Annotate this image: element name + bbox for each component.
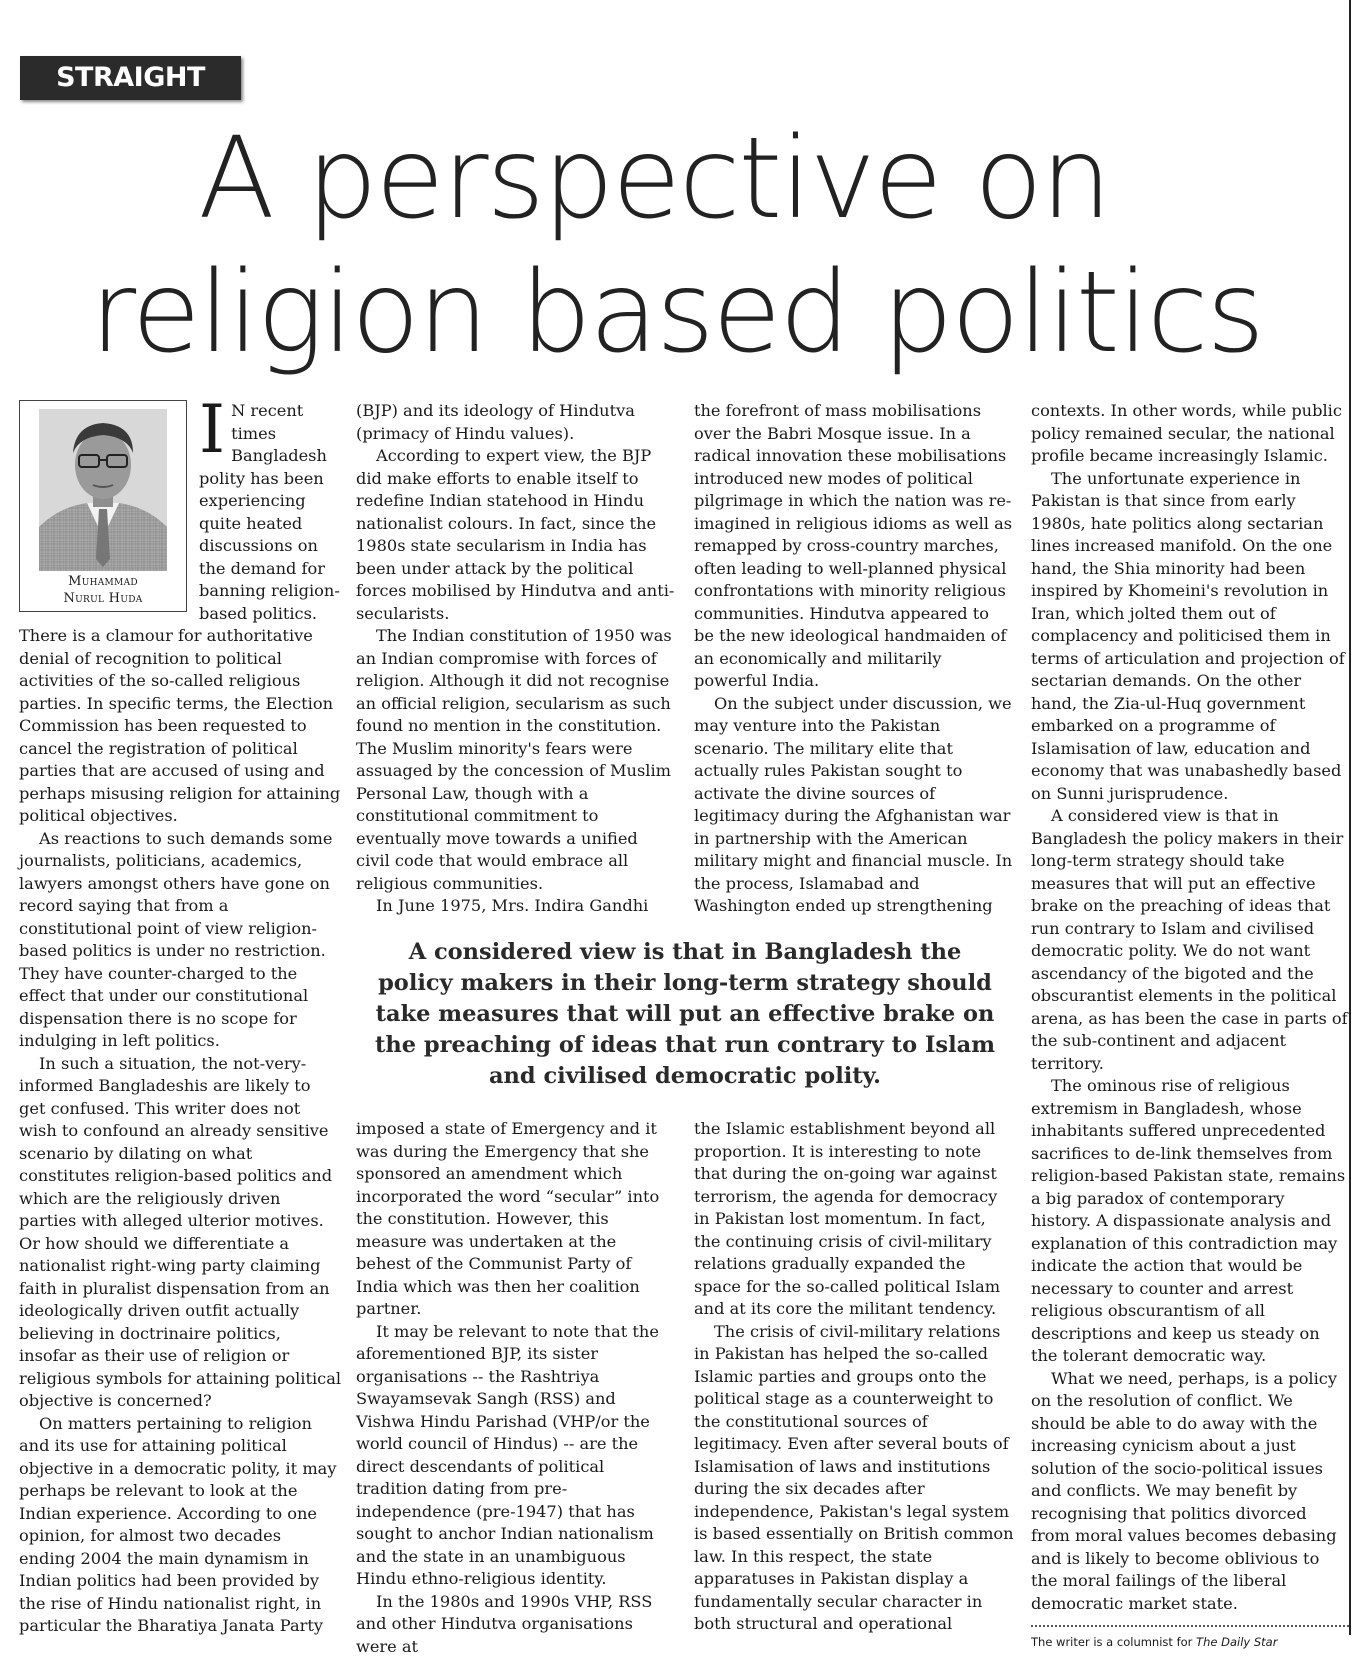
paragraph-4: On matters pertaining to religion and its use for attaining political objective in a democratic polity, it may perhaps be relevant to look at the Indian experience. According to one opinion, for almost two decades ending 2004 the main dynamism in Indian politics had been provided by the rise of Hindu nationalist right, in particular the Bharatiya Janata Party bbox=[19, 1413, 342, 1638]
headline-line-1: A perspective on bbox=[0, 112, 1353, 246]
paragraph: In June 1975, Mrs. Indira Gandhi bbox=[356, 895, 676, 918]
paragraph: The ominous rise of religious extremism in Bangladesh, whose inhabitants suffered unprecedented sacrifices to de-link themselves from religion-based Pakistan state, remains a big paradox of contemporary history. A dispassionate analysis and explanation of this contradiction may indicate the action that would be necessary to counter and arrest religious obscurantism of all descriptions and keep us steady on the tolerant democratic way. bbox=[1031, 1075, 1349, 1368]
author-photo-box bbox=[19, 400, 187, 612]
author-portrait bbox=[39, 409, 167, 571]
paragraph: According to expert view, the BJP did make efforts to enable itself to redefine Indian statehood in Hindu nationalist colours. In fact, since the 1980s state secularism in India has been under attack by the political forces mobilised by Hindutva and anti-secularists. bbox=[356, 445, 676, 625]
paragraph: What we need, perhaps, is a policy on the resolution of conflict. We should be able to do away with the increasing cynicism about a just solution of the socio-political issues and conflicts. We may benefit by recognising that politics divorced from moral values becomes debasing and is likely to become oblivious to the moral failings of the liberal democratic market state. bbox=[1031, 1368, 1349, 1616]
paragraph: the Islamic establishment beyond all proportion. It is interesting to note that during the on-going war against terrorism, the agenda for democracy in Pakistan lost momentum. In fact, the continuing crisis of civil-military relations gradually expanded the space for the so-called political Islam and at its core the militant tendency. bbox=[694, 1118, 1014, 1321]
paragraph: contexts. In other words, while public policy remained secular, the national profile became increasingly Islamic. bbox=[1031, 400, 1349, 468]
paragraph-3: In such a situation, the not-very-informed Bangladeshis are likely to get confused. This writer does not wish to confound an already sensitive scenario by dilating on what constitutes religion-based politics and which are the religiously driven parties with alleged ulterior motives. Or how should we differentiate a nationalist right-wing party claiming faith in pluralist dispensation from an ideologically driven outfit actually believing in doctrinaire politics, insofar as their use of religion or religious symbols for attaining political objective is concerned? bbox=[19, 1053, 342, 1413]
paragraph: the forefront of mass mobilisations over the Babri Mosque issue. In a radical innovation these mobilisations introduced new modes of political pilgrimage in which the nation was re-imagined in religious idioms as well as remapped by cross-country marches, often leading to well-planned physical confrontations with minority religious communities. Hindutva appeared to be the new ideological handmaiden of an economically and militarily powerful India. bbox=[694, 400, 1014, 693]
column-4 bbox=[1031, 400, 1349, 1649]
paragraph: It may be relevant to note that the aforementioned BJP, its sister organisations -- the Rashtriya Swayamsevak Sangh (RSS) and Vishwa Hindu Parishad (VHP/or the world council of Hindus) -- are the direct descendants of political tradition dating from pre-independence (pre-1947) that has sought to anchor Indian nationalism and the state in an unambiguous Hindu ethno-religious identity. bbox=[356, 1321, 676, 1591]
pull-quote: A considered view is that in Bangladesh the policy makers in their long-term strategy should take measures that will put an effective brake on the preaching of ideas that run contrary to Islam and civilised democratic polity. bbox=[370, 937, 1000, 1092]
column-2-top bbox=[356, 400, 676, 918]
author-byline bbox=[20, 573, 186, 607]
paragraph: On the subject under discussion, we may venture into the Pakistan scenario. The military elite that actually rules Pakistan sought to activate the divine sources of legitimacy during the Afghanistan war in partnership with the American military might and financial muscle. In the process, Islamabad and Washington ended up strengthening bbox=[694, 693, 1014, 918]
drop-cap: I bbox=[199, 404, 225, 456]
column-3-bottom bbox=[694, 1118, 1014, 1636]
column-3-top bbox=[694, 400, 1014, 918]
column-1 bbox=[19, 400, 342, 1638]
paragraph: In the 1980s and 1990s VHP, RSS and other Hindutva organisations were at bbox=[356, 1591, 676, 1658]
paragraph: The Indian constitution of 1950 was an Indian compromise with forces of religion. Although it did not recognise an official religion, secularism as such found no mention in the constitution. The Muslim minority's fears were assuaged by the concession of Muslim Personal Law, though with a constitutional commitment to eventually move towards a unified civil code that would embrace all religious communities. bbox=[356, 625, 676, 895]
column-2-bottom bbox=[356, 1118, 676, 1658]
author-footnote bbox=[1031, 1635, 1349, 1649]
paragraph-1-text: N recent times Bangladesh polity has been experiencing quite heated discussions on the demand for banning religion-based politics. There is a clamour for authoritative denial of recognition to political activities of the so-called religious parties. In specific terms, the Election Commission has been requested to cancel the registration of political parties that are accused of using and perhaps misusing religion for attaining political objectives. bbox=[19, 401, 340, 825]
footnote-text: The writer is a columnist for bbox=[1031, 1635, 1196, 1649]
author-first-name: Muhammad bbox=[68, 574, 138, 589]
paragraph: imposed a state of Emergency and it was during the Emergency that she sponsored an amendment which incorporated the word “secular” into the constitution. However, this measure was undertaken at the behest of the Communist Party of India which was then her coalition partner. bbox=[356, 1118, 676, 1321]
paragraph: A considered view is that in Bangladesh the policy makers in their long-term strategy should take measures that will put an effective brake on the preaching of ideas that run contrary to Islam and civilised democratic polity. We do not want ascendancy of the bigoted and the obscurantist elements in the political arena, as has been the case in parts of the sub-continent and adjacent territory. bbox=[1031, 805, 1349, 1075]
headline-line-2: religion based politics bbox=[90, 248, 1263, 378]
author-last-name: Nurul Huda bbox=[63, 591, 142, 606]
paragraph: (BJP) and its ideology of Hindutva (primacy of Hindu values). bbox=[356, 400, 676, 445]
headline bbox=[0, 112, 1353, 380]
column-kicker: STRAIGHT LINE bbox=[20, 56, 241, 100]
publication-name: The Daily Star bbox=[1196, 1635, 1277, 1649]
paragraph-2: As reactions to such demands some journalists, politicians, academics, lawyers amongst others have gone on record saying that from a constitutional point of view religion-based politics is under no restriction. They have counter-charged to the effect that under our constitutional dispensation there is no scope for indulging in left politics. bbox=[19, 828, 342, 1053]
paragraph: The unfortunate experience in Pakistan is that since from early 1980s, hate politics along sectarian lines increased manifold. On the one hand, the Shia minority had been inspired by Khomeini's revolution in Iran, which jolted them out of complacency and politicised them in terms of articulation and projection of sectarian demands. On the other hand, the Zia-ul-Huq government embarked on a programme of Islamisation of law, education and economy that was unabashedly based on Sunni jurisprudence. bbox=[1031, 468, 1349, 806]
paragraph: The crisis of civil-military relations in Pakistan has helped the so-called Islamic parties and groups onto the political stage as a counterweight to the constitutional sources of legitimacy. Even after several bouts of Islamisation of laws and institutions during the six decades after independence, Pakistan's legal system is based essentially on British common law. In this respect, the state apparatuses in Pakistan display a fundamentally secular character in both structural and operational bbox=[694, 1321, 1014, 1636]
footnote-divider bbox=[1031, 1625, 1349, 1627]
